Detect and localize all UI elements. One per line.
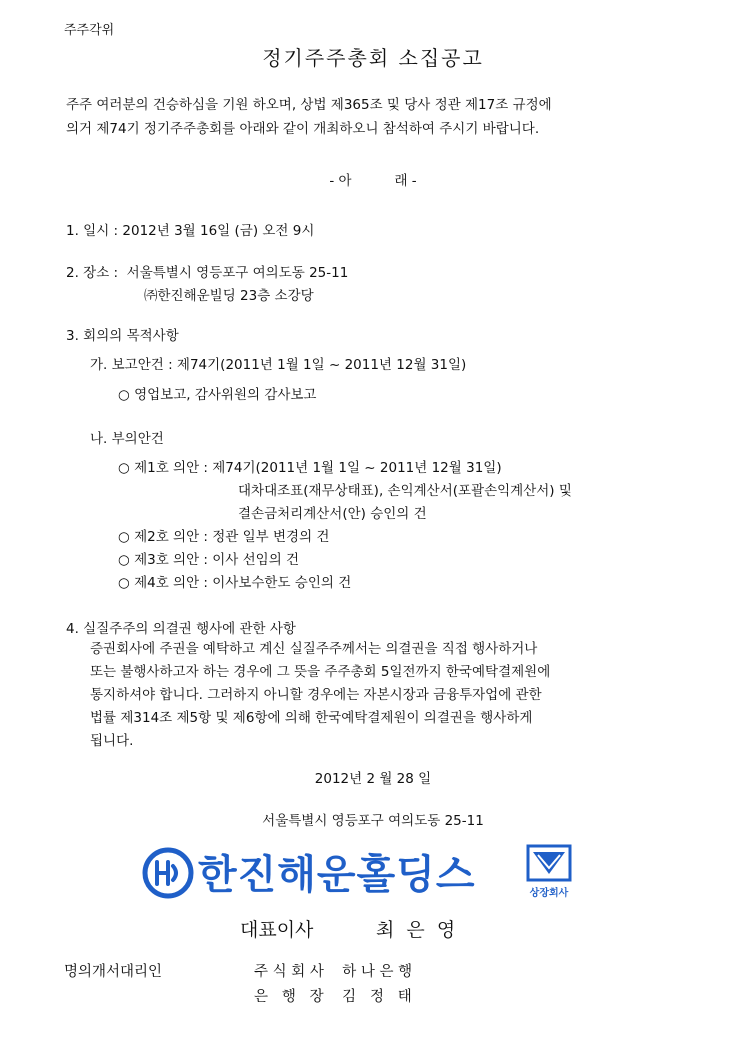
page-title: 정기주주총회 소집공고 bbox=[262, 46, 484, 70]
agenda-item-1: ○ 제1호 의안 : 제74기(2011년 1월 1일 ~ 2011년 12월 31일) bbox=[118, 460, 502, 476]
company-logo-text: 한진해운홀딩스 bbox=[198, 852, 476, 898]
report-heading: 가. 보고안건 : 제74기(2011년 1월 1일 ~ 2011년 12월 31일) bbox=[90, 357, 467, 373]
company-logo bbox=[140, 842, 580, 904]
item-agenda-heading: 3. 회의의 목적사항 bbox=[66, 328, 179, 344]
ceo-title: 대표이사 bbox=[240, 919, 314, 941]
voting-body-3: 통지하셔야 합니다. 그러하지 아니할 경우에는 자본시장과 금융투자업에 관한 bbox=[90, 687, 542, 703]
badge-text: 상장회사 bbox=[529, 888, 569, 899]
item-voting-heading: 4. 실질주주의 의결권 행사에 관한 사항 bbox=[66, 621, 296, 637]
agenda-item-1-detail-2: 결손금처리계산서(안) 승인의 건 bbox=[238, 506, 427, 522]
agenda-item-4: ○ 제4호 의안 : 이사보수한도 승인의 건 bbox=[118, 575, 352, 591]
agent-person: 은 행 장 김 정 태 bbox=[254, 989, 412, 1005]
voting-body-2: 또는 불행사하고자 하는 경우에 그 뜻을 주주총회 5일전까지 한국예탁결제원에 bbox=[90, 664, 551, 680]
notice-date: 2012년 2 월 28 일 bbox=[314, 771, 432, 787]
item-place: 2. 장소 : 서울특별시 영등포구 여의도동 25-11 bbox=[66, 265, 349, 281]
intro-line-2: 의거 제74기 정기주주총회를 아래와 같이 개최하오니 참석하여 주시기 바랍니다. bbox=[66, 121, 540, 137]
agenda-item-3: ○ 제3호 의안 : 이사 선임의 건 bbox=[118, 552, 300, 568]
ceo-name: 최 은 영 bbox=[376, 919, 456, 941]
company-address: 서울특별시 영등포구 여의도동 25-11 bbox=[262, 813, 484, 829]
resolution-heading: 나. 부의안건 bbox=[90, 431, 164, 447]
voting-body-1: 증권회사에 주권을 예탁하고 계신 실질주주께서는 의결권을 직접 행사하거나 bbox=[90, 641, 538, 657]
intro-line-1: 주주 여러분의 건승하심을 기원 하오며, 상법 제365조 및 당사 정관 제17조 규정에 bbox=[66, 97, 552, 113]
voting-body-4: 법률 제314조 제5항 및 제6항에 의해 한국예탁결제원이 의결권을 행사하게 bbox=[90, 710, 533, 726]
voting-body-5: 됩니다. bbox=[90, 733, 134, 749]
agenda-item-2: ○ 제2호 의안 : 정관 일부 변경의 건 bbox=[118, 529, 330, 545]
item-datetime: 1. 일시 : 2012년 3월 16일 (금) 오전 9시 bbox=[66, 223, 315, 239]
item-place-building: ㈜한진해운빌딩 23층 소강당 bbox=[144, 288, 314, 304]
agent-company: 주 식 회 사 하 나 은 행 bbox=[254, 964, 413, 980]
salutation: 주주각위 bbox=[64, 23, 115, 38]
listed-company-badge bbox=[528, 846, 570, 899]
report-item: ○ 영업보고, 감사위원의 감사보고 bbox=[118, 387, 317, 403]
agent-label: 명의개서대리인 bbox=[64, 964, 163, 980]
agenda-item-1-detail-1: 대차대조표(재무상태표), 손익계산서(포괄손익계산서) 및 bbox=[238, 483, 572, 499]
separator: - 아 래 - bbox=[329, 173, 417, 189]
